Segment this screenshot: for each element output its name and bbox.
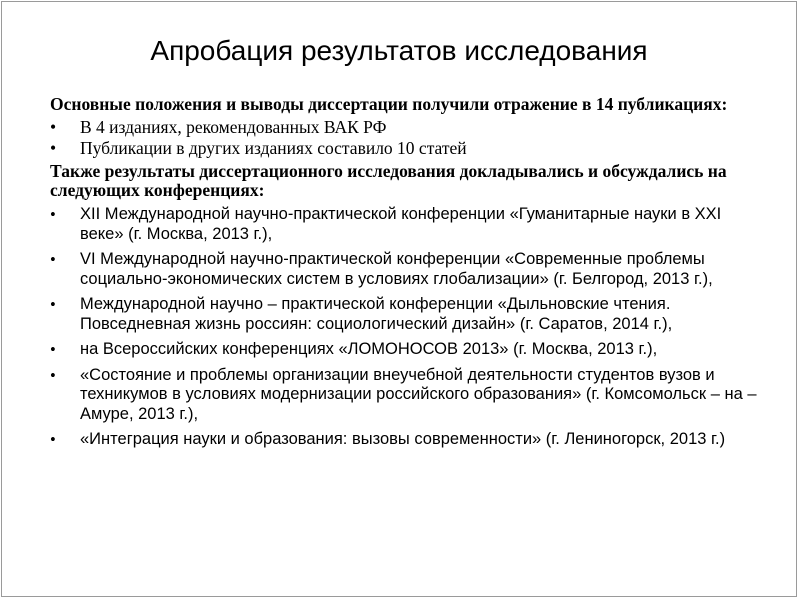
list-item: [50, 139, 765, 158]
slide: [1, 1, 797, 597]
bullet-icon: •: [50, 138, 57, 158]
bullet-icon: •: [50, 117, 57, 137]
conference-item-1: XII Международной научно-практической конференции «Гуманитарные науки в XXI веке» (г. Москва, 2013 г.),: [80, 205, 722, 243]
conference-item-2: VI Международной научно-практической конференции «Современные проблемы социально-экономических систем в условиях глобализации» (г. Белгород, 2013 г.),: [80, 250, 713, 288]
publication-item-vak: В 4 изданиях, рекомендованных ВАК РФ: [80, 117, 387, 137]
slide-title: Апробация результатов исследования: [150, 35, 648, 66]
slide-body: [50, 95, 765, 456]
list-item: [50, 295, 765, 334]
conference-item-3: Международной научно – практической конференции «Дыльновские чтения. Повседневная жизнь россиян: социологический дизайн» (г. Саратов, 2014 г.),: [80, 295, 673, 333]
list-item: [50, 250, 765, 289]
bullet-icon: •: [50, 430, 56, 449]
list-item: [50, 205, 765, 244]
list-item: [50, 118, 765, 137]
list-item: [50, 366, 765, 425]
conferences-heading: Также результаты диссертационного исследования докладывались и обсуждались на следующих конференциях:: [50, 161, 727, 200]
publication-item-other: Публикации в других изданиях составило 10 статей: [80, 138, 467, 158]
list-item: [50, 430, 765, 450]
conference-item-4: на Всероссийских конференциях «ЛОМОНОСОВ 2013» (г. Москва, 2013 г.),: [80, 340, 658, 358]
bullet-icon: •: [50, 205, 56, 224]
publications-heading: Основные положения и выводы диссертации получили отражение в 14 публикациях:: [50, 94, 728, 114]
bullet-icon: •: [50, 295, 56, 314]
list-item: [50, 340, 765, 360]
conference-item-5: «Состояние и проблемы организации внеучебной деятельности студентов вузов и техникумов в условиях модернизации российского образования» (г. Комсомольск – на – Амуре, 2013 г.),: [80, 365, 757, 423]
bullet-icon: •: [50, 365, 56, 385]
bullet-icon: •: [50, 250, 56, 269]
bullet-icon: •: [50, 340, 56, 359]
conference-item-6: «Интеграция науки и образования: вызовы современности» (г. Лениногорск, 2013 г.): [80, 430, 726, 448]
